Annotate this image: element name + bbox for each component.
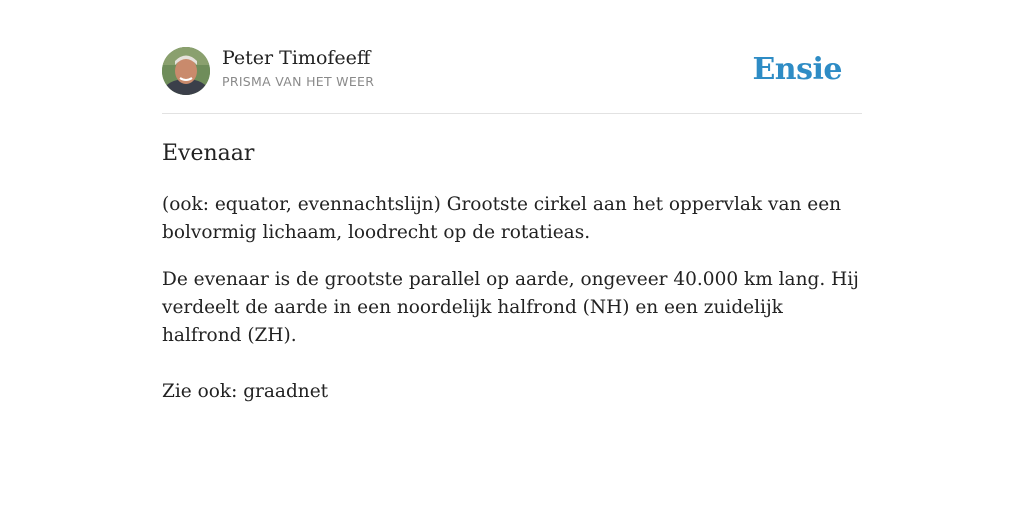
entry-definition: (ook: equator, evennachtslijn) Grootste cirkel aan het oppervlak van een bolvormig lichaam, loodrecht op de rotatieas. (162, 194, 842, 243)
author-photo-icon (162, 47, 210, 95)
see-also-link[interactable]: Zie ook: graadnet (162, 381, 329, 402)
entry-title: Evenaar (162, 141, 255, 166)
author-avatar[interactable] (162, 47, 210, 95)
entry-header (162, 40, 862, 114)
author-source[interactable]: PRISMA VAN HET WEER (222, 74, 375, 89)
entry-description: De evenaar is de grootste parallel op aarde, ongeveer 40.000 km lang. Hij verdeelt de aarde in een noordelijk halfrond (NH) en een zuidelijk halfrond (ZH). (162, 269, 859, 346)
author-info (222, 46, 374, 90)
author-name[interactable]: Peter Timofeeff (222, 47, 371, 69)
entry-card (162, 40, 862, 406)
brand-logo[interactable]: Ensie (752, 52, 842, 87)
